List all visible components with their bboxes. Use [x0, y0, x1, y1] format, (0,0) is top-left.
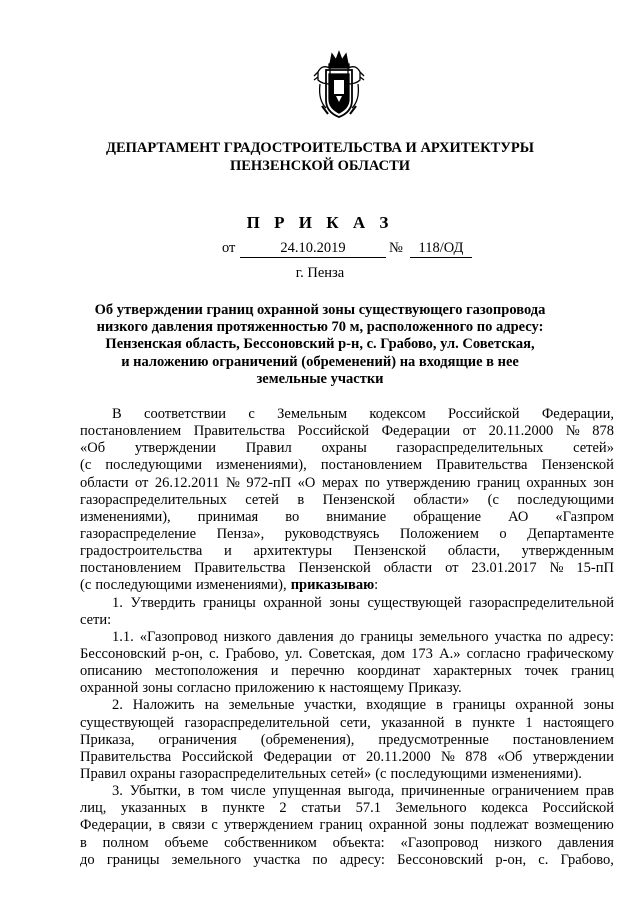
body-word: земельного [171, 851, 242, 868]
body-word: о [499, 525, 507, 542]
body-word: к [318, 680, 326, 697]
body-line [80, 440, 614, 457]
body-word: низкого [223, 628, 272, 645]
body-word: обращение [413, 508, 482, 525]
body-word: согласно [466, 645, 521, 662]
body-word: Бессоновский [80, 645, 167, 662]
body-word: с. [538, 851, 549, 868]
body-word: с [248, 406, 255, 422]
body-word: А.» [439, 645, 461, 662]
coat-of-arms-emblem [312, 50, 366, 120]
body-word: «О [297, 474, 316, 491]
body-word: Департаменте [527, 525, 614, 542]
body-word: по [547, 628, 563, 645]
number-sign: № [389, 240, 403, 256]
body-line [80, 800, 614, 817]
body-word: последующими [95, 577, 192, 594]
body-word: по [312, 851, 328, 868]
body-line [80, 457, 614, 474]
body-line [80, 612, 614, 629]
body-word: согласно [176, 680, 231, 697]
city-name: г. Пенза [295, 265, 345, 281]
body-word: перечню [291, 663, 345, 680]
body-word: области, [447, 543, 500, 560]
body-word: № [565, 423, 580, 440]
body-word: возмещению [534, 817, 614, 834]
body-word: и [270, 663, 279, 680]
body-word: мерах [321, 474, 359, 491]
body-line [80, 852, 614, 869]
body-word: во [285, 508, 300, 525]
body-word: области [383, 560, 433, 577]
body-word: АО [508, 508, 529, 525]
body-word: «Об [497, 748, 523, 765]
body-word: изменениями), [216, 457, 307, 474]
body-word: области» [413, 491, 470, 508]
body-word: зоны [583, 697, 614, 714]
body-word: и [224, 543, 232, 560]
date-number-line [0, 240, 640, 260]
body-word: настоящего [543, 714, 614, 731]
body-word: Правил [245, 440, 292, 457]
body-word: по [364, 474, 380, 491]
body-word: утвержденным [521, 543, 614, 560]
body-line [80, 646, 614, 663]
body-word: 20.11.2000 [488, 423, 554, 440]
body-word: зоны [142, 680, 173, 697]
body-word: последующими [517, 491, 614, 508]
body-word: в [455, 714, 462, 731]
body-word: Правительства [193, 423, 286, 440]
body-word: градостроительства [80, 543, 203, 560]
body-word: охраны [321, 440, 367, 457]
body-word: 26.12.2011 [154, 474, 220, 491]
body-word: Правил [80, 765, 126, 782]
body-word: ул. [284, 645, 303, 662]
body-word: 3. [112, 783, 123, 800]
body-line [80, 577, 614, 594]
body-word: Правительства [194, 560, 286, 577]
body-word: последующими [390, 765, 488, 782]
body-line [80, 835, 614, 852]
body-word: границ [571, 663, 614, 680]
body-word: Российской [542, 800, 614, 817]
body-word: в [187, 783, 195, 800]
body-line [80, 543, 614, 560]
body-word: 23.01.2017 [471, 560, 537, 577]
body-word: газораспределение [80, 525, 197, 542]
title-line: Об утверждении границ охранной зоны существующего газопровода [94, 302, 546, 318]
body-word: участка [253, 851, 301, 868]
body-line [80, 492, 614, 509]
body-word: в [297, 491, 305, 508]
body-word: Пензенской [322, 491, 396, 508]
title-line: земельные участки [256, 370, 384, 387]
body-word: ограничением [491, 783, 579, 800]
body-line [80, 526, 614, 543]
body-word: Правительства [436, 457, 528, 474]
body-word: Пензенской [298, 560, 371, 577]
body-word: собственником [224, 834, 317, 851]
body-word: Федерации, [80, 817, 153, 834]
body-word: существующей [80, 714, 175, 731]
body-word: до [339, 628, 355, 645]
body-word: «Газпром [555, 508, 614, 525]
body-word: упущенная [272, 783, 342, 800]
body-word: в [200, 800, 208, 817]
body-word: газораспределительных [80, 491, 227, 508]
body-word: связи [171, 817, 205, 834]
body-word: Российской [297, 423, 370, 440]
body-line [80, 732, 614, 749]
body-line [80, 663, 614, 680]
body-word: 1.1. [112, 628, 134, 645]
body-word: изменениями), [80, 508, 171, 525]
body-word: участки, [304, 697, 357, 714]
body-word: том [201, 783, 224, 800]
body-word: Пензенской [353, 543, 427, 560]
body-word: Бессоновский [397, 851, 484, 868]
body-word: от [445, 560, 459, 577]
body-word: подлежат [470, 817, 529, 834]
body-word: от [462, 423, 477, 440]
body-word: местоположения [154, 663, 259, 680]
body-word: до [80, 851, 95, 868]
body-word: границы [106, 851, 160, 868]
body-line [80, 595, 614, 612]
body-line [80, 697, 614, 714]
body-word: р-он, [495, 851, 527, 868]
body-punctuation: : [374, 577, 379, 594]
body-word: приложению [234, 680, 315, 697]
body-word: (с [375, 765, 387, 782]
body-word: 1 [525, 714, 533, 731]
body-word: кодекса [481, 800, 528, 817]
body-word: границы [203, 594, 256, 611]
body-word: настоящему [329, 680, 405, 697]
body-word: 15-пП [576, 560, 614, 577]
body-word: объекта: [332, 834, 385, 851]
body-line [80, 406, 614, 423]
body-word: пункте [222, 800, 265, 817]
body-word: «Об [80, 440, 106, 457]
body-word: указанных [121, 800, 187, 817]
body-word: Приказу. [408, 680, 462, 697]
body-word: от [342, 748, 356, 765]
body-word: выгода, [347, 783, 395, 800]
body-word: В [112, 406, 122, 422]
body-word: на [204, 697, 219, 714]
body-word: Федерации, [541, 406, 614, 422]
body-word: границ [319, 817, 363, 834]
body-word: 878 [592, 423, 614, 440]
body-word: (с [487, 491, 499, 508]
body-word: пункте [472, 714, 515, 731]
body-word: границы [360, 628, 414, 645]
body-word: границы [452, 697, 506, 714]
document-type-heading: П Р И К А З [246, 213, 394, 232]
body-word: сетей» [573, 440, 614, 457]
body-word: лиц, [80, 800, 107, 817]
body-word: (с [80, 457, 92, 474]
body-word: Грабово, [560, 851, 614, 868]
body-word: кодексом [369, 406, 426, 422]
body-word: Пенза», [216, 525, 265, 542]
body-word: последующими [105, 457, 202, 474]
body-line [80, 749, 614, 766]
body-word: охранной [515, 697, 574, 714]
body-word: охранной [80, 680, 139, 697]
body-word: координат [357, 663, 421, 680]
body-word: от [134, 474, 149, 491]
body-word: адресу: [339, 851, 385, 868]
body-word: Федерации [263, 748, 332, 765]
body-line [80, 629, 614, 646]
body-word: характерных [433, 663, 512, 680]
body-word: в [435, 697, 443, 714]
body-word: (с [80, 577, 92, 594]
body-word: точек [524, 663, 559, 680]
body-word: прав [585, 783, 614, 800]
body-word: зон [593, 474, 614, 491]
body-word: Российской [181, 748, 254, 765]
body-line [80, 783, 614, 800]
body-word: газораспределительной [469, 594, 614, 611]
body-line [80, 423, 614, 440]
body-word: 2 [279, 800, 287, 817]
body-word: сети, [339, 714, 371, 731]
body-line [80, 715, 614, 732]
body-word: охраны [130, 765, 176, 782]
body-line [80, 766, 614, 783]
body-word: существующей [367, 594, 462, 611]
body-word: утверждением [224, 817, 314, 834]
body-word: Утвердить [130, 594, 196, 611]
body-word: Грабово, [225, 645, 279, 662]
department-name-line-1: ДЕПАРТАМЕНТ ГРАДОСТРОИТЕЛЬСТВА И АРХИТЕКТУРЫ [105, 140, 535, 156]
body-word: изменениями), [195, 577, 287, 594]
body-word: «Газопровод [400, 834, 479, 851]
body-word: области [80, 474, 129, 491]
body-word: газораспределительных [179, 765, 327, 782]
body-word: Пензенской [541, 457, 614, 474]
body-word: Положением [399, 525, 479, 542]
body-word: газораспределительных [396, 440, 544, 457]
body-word: № [549, 560, 564, 577]
body-word: изменениями). [491, 765, 582, 782]
body-word: утверждении [134, 440, 216, 457]
title-line: и наложению ограничений (обременений) на входящие в нее [121, 353, 519, 370]
body-word: постановлением [80, 423, 182, 440]
body-word: Убытки, [129, 783, 181, 800]
body-word: руководствуясь [284, 525, 380, 542]
body-word: в [80, 834, 87, 851]
body-word: сети: [80, 611, 112, 628]
body-word: с [211, 817, 218, 834]
body-word: с. [209, 645, 220, 662]
body-word: дом [381, 645, 405, 662]
body-word: Правительства [80, 748, 172, 765]
title-line: низкого давления протяженностью 70 м, расположенного по адресу: [96, 319, 544, 336]
body-word: сетей» [330, 765, 372, 782]
body-word: Наложить [132, 697, 195, 714]
body-word: соответствии [144, 406, 226, 422]
body-word: Федерации [381, 423, 451, 440]
body-word: адресу: [568, 628, 614, 645]
title-line: Пензенская область, Бессоновский р-н, с. Грабово, ул. Советская, [105, 336, 535, 353]
body-word: 1. [112, 594, 123, 611]
body-word: р-он, [172, 645, 203, 662]
order-date: 24.10.2019 [240, 240, 386, 258]
body-word: описанию [80, 663, 143, 680]
body-word: причиненные [401, 783, 485, 800]
body-word: графическому [526, 645, 614, 662]
body-word: 173 [411, 645, 433, 662]
body-word: охранных [526, 474, 587, 491]
body-word: указанной [381, 714, 445, 731]
body-word: постановлением [320, 457, 423, 474]
body-word: постановлением [512, 731, 614, 748]
body-line [80, 475, 614, 492]
date-prefix: от [222, 240, 236, 256]
body-word: внимание [326, 508, 387, 525]
body-word: утверждении [532, 748, 614, 765]
body-word: «Газопровод [139, 628, 218, 645]
body-word: числе [230, 783, 266, 800]
body-word: (обременения), [260, 731, 355, 748]
body-word: ограничения [158, 731, 237, 748]
body-word: земельные [228, 697, 295, 714]
body-line [80, 560, 614, 577]
order-number: 118/ОД [410, 240, 472, 258]
order-verb: приказываю [290, 577, 375, 594]
body-word: земельного [419, 628, 489, 645]
body-word: охранной [368, 817, 428, 834]
body-word: полном [102, 834, 149, 851]
body-word: архитектуры [253, 543, 333, 560]
body-word: зоны [433, 817, 464, 834]
department-name-line-2: ПЕНЗЕНСКОЙ ОБЛАСТИ [229, 158, 411, 174]
body-word: статьи [301, 800, 341, 817]
body-word: входящие [366, 697, 427, 714]
order-body-text [80, 406, 614, 869]
body-word: № [226, 474, 240, 491]
body-word: 878 [465, 748, 487, 765]
body-word: № [441, 748, 455, 765]
body-word: Земельного [395, 800, 467, 817]
body-word: Российской [448, 406, 520, 422]
body-word: предусмотренные [378, 731, 489, 748]
body-line [80, 680, 614, 697]
body-word: принимая [197, 508, 259, 525]
body-word: утверждению [386, 474, 471, 491]
body-word: Приказа, [80, 731, 135, 748]
body-line [80, 509, 614, 526]
order-title [80, 302, 560, 388]
body-word: в [158, 817, 166, 834]
body-word: низкого [494, 834, 542, 851]
body-word: 972-пП [246, 474, 292, 491]
body-word: участка [494, 628, 542, 645]
body-word: Советская, [308, 645, 376, 662]
body-word: объеме [164, 834, 209, 851]
body-word: 20.11.2000 [365, 748, 431, 765]
body-word: границ [477, 474, 520, 491]
body-word: постановлением [80, 560, 182, 577]
body-word: 2. [112, 697, 123, 714]
body-word: газораспределительной [184, 714, 330, 731]
body-word: зоны [329, 594, 360, 611]
body-word: Земельным [277, 406, 348, 422]
body-word: 57.1 [355, 800, 381, 817]
body-word: давления [277, 628, 334, 645]
body-word: сетей [245, 491, 279, 508]
body-word: охранной [263, 594, 322, 611]
body-line [80, 817, 614, 834]
body-word: давления [557, 834, 614, 851]
